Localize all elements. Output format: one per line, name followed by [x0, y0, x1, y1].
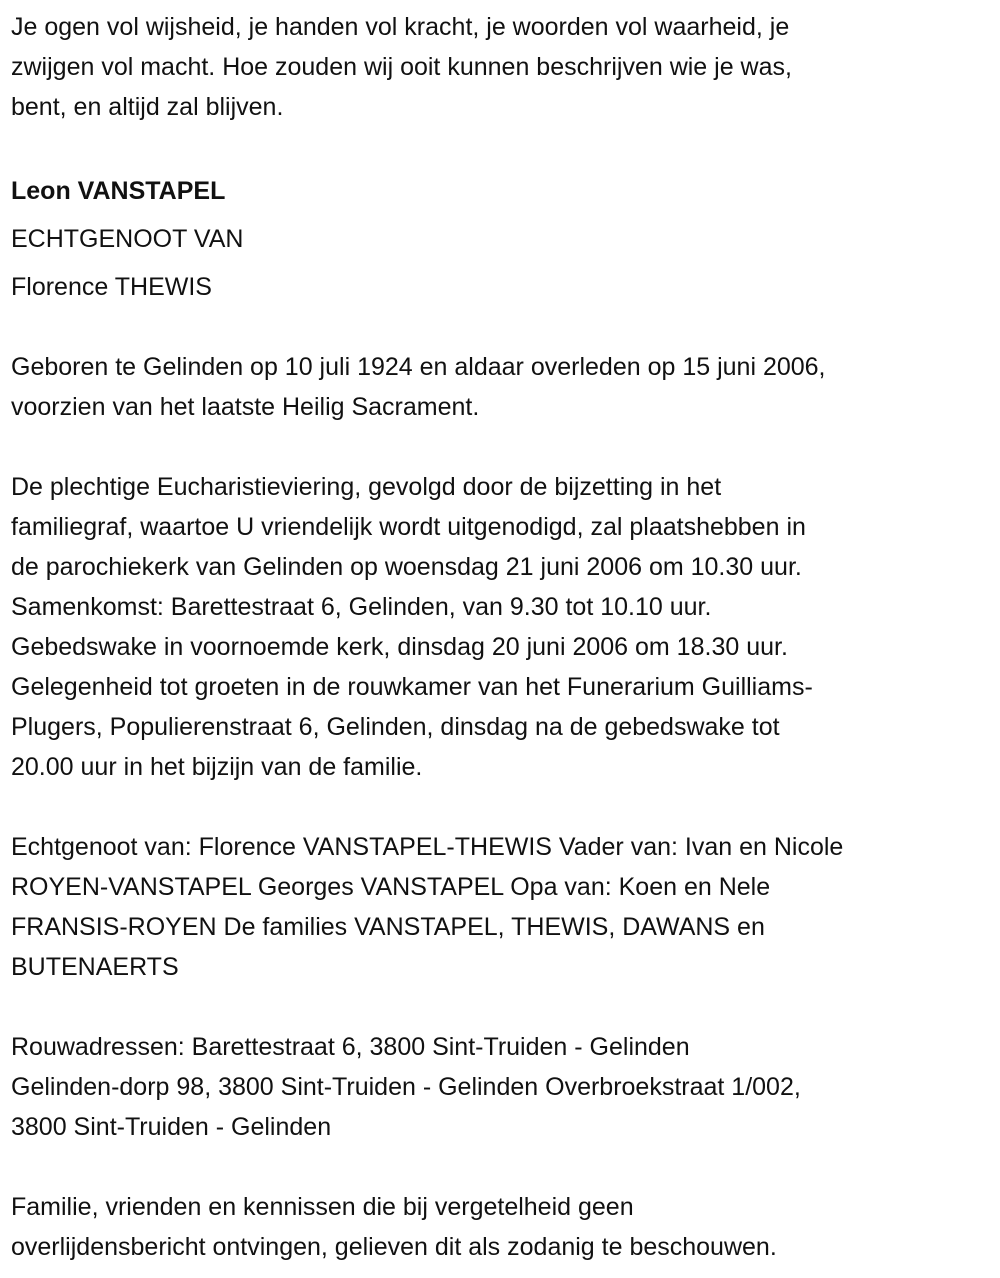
deceased-block [11, 167, 1000, 311]
text-line: De plechtige Eucharistieviering, gevolgd door de bijzetting in het [11, 473, 722, 501]
text-line: BUTENAERTS [11, 953, 179, 981]
ceremony-paragraph [11, 467, 1000, 787]
text-line: Familie, vrienden en kennissen die bij vergetelheid geen [11, 1193, 634, 1221]
text-line: voorzien van het laatste Heilig Sacrament. [11, 393, 480, 421]
text-line: Gelegenheid tot groeten in de rouwkamer van het Funerarium Guilliams- [11, 673, 813, 701]
text-line: ROYEN-VANSTAPEL Georges VANSTAPEL Opa van: Koen en Nele [11, 873, 771, 901]
spouse-name: Florence THEWIS [11, 273, 212, 301]
text-line: 3800 Sint-Truiden - Gelinden [11, 1113, 332, 1141]
text-line: familiegraf, waartoe U vriendelijk wordt uitgenodigd, zal plaatshebben in [11, 513, 806, 541]
text-line: 20.00 uur in het bijzijn van de familie. [11, 753, 423, 781]
relation-label: ECHTGENOOT VAN [11, 225, 244, 253]
intro-paragraph [11, 7, 1000, 127]
text-line: FRANSIS-ROYEN De families VANSTAPEL, THEWIS, DAWANS en [11, 913, 765, 941]
text-line: zwijgen vol macht. Hoe zouden wij ooit kunnen beschrijven wie je was, [11, 53, 792, 81]
text-line: de parochiekerk van Gelinden op woensdag 21 juni 2006 om 10.30 uur. [11, 553, 802, 581]
addresses-paragraph [11, 1027, 1000, 1147]
deceased-name: Leon VANSTAPEL [11, 177, 226, 205]
closing-paragraph [11, 1187, 1000, 1267]
text-line: Rouwadressen: Barettestraat 6, 3800 Sint-Truiden - Gelinden [11, 1033, 690, 1061]
birth-death-paragraph [11, 347, 1000, 427]
family-paragraph [11, 827, 1000, 987]
text-line: Echtgenoot van: Florence VANSTAPEL-THEWIS Vader van: Ivan en Nicole [11, 833, 844, 861]
text-line: Gebedswake in voornoemde kerk, dinsdag 20 juni 2006 om 18.30 uur. [11, 633, 788, 661]
text-line: Geboren te Gelinden op 10 juli 1924 en aldaar overleden op 15 juni 2006, [11, 353, 826, 381]
text-line: Plugers, Populierenstraat 6, Gelinden, dinsdag na de gebedswake tot [11, 713, 780, 741]
text-line: bent, en altijd zal blijven. [11, 93, 284, 121]
text-line: Samenkomst: Barettestraat 6, Gelinden, van 9.30 tot 10.10 uur. [11, 593, 712, 621]
text-line: Je ogen vol wijsheid, je handen vol kracht, je woorden vol waarheid, je [11, 13, 790, 41]
text-line: overlijdensbericht ontvingen, gelieven dit als zodanig te beschouwen. [11, 1233, 777, 1261]
text-line: Gelinden-dorp 98, 3800 Sint-Truiden - Gelinden Overbroekstraat 1/002, [11, 1073, 801, 1101]
